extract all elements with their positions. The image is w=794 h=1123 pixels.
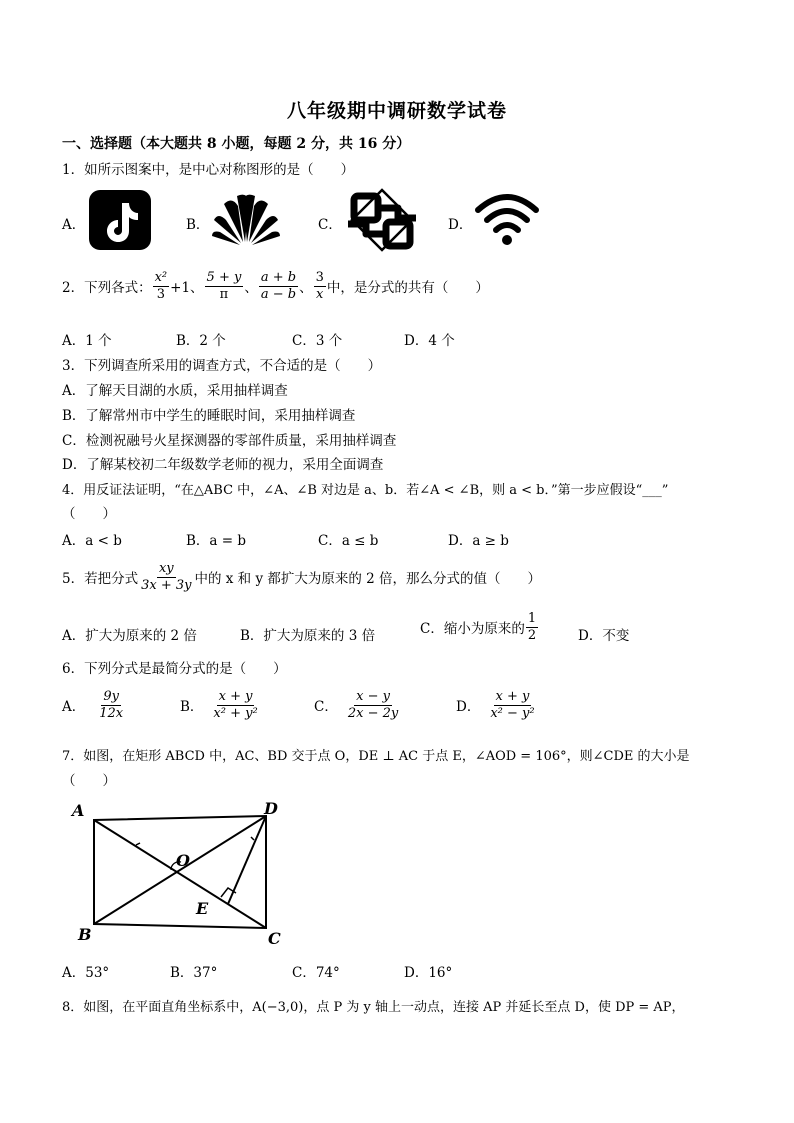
tiktok-logo-icon <box>88 189 152 255</box>
q2-option-b: B．2 个 <box>176 333 226 349</box>
q6-option-d <box>456 690 538 720</box>
q1-label-a: A． <box>62 217 86 233</box>
figure-label-b: B <box>78 925 92 944</box>
q6-fraction-c <box>346 690 400 720</box>
q2-f3-den: a − b <box>260 286 297 302</box>
q6-option-c <box>314 690 401 720</box>
q5-stem <box>62 562 541 592</box>
q2-suffix: 中，是分式的共有（ ） <box>326 280 489 297</box>
q6-a-num: 9y <box>103 689 119 704</box>
q2-prefix: 2．下列各式： <box>62 280 152 297</box>
q5-fraction <box>139 562 193 592</box>
q6-fraction-d <box>488 690 536 720</box>
q2-sep-1: 、 <box>244 280 258 297</box>
q8-line1: 8．如图，在平面直角坐标系中，A(−3,0)，点 P 为 y 轴上一动点，连接 AP 并延长至点 D，使 DP = AP， <box>62 1000 685 1015</box>
q2-stem <box>62 271 489 301</box>
q4-option-c: C．a ≤ b <box>318 533 379 549</box>
q5-den: 3x + 3y <box>141 577 192 593</box>
figure-label-c: C <box>268 929 281 948</box>
q6-fraction-a <box>97 690 125 720</box>
q6-label-c: C． <box>314 699 338 716</box>
q6-c-num: x − y <box>356 689 390 704</box>
rectangle-figure <box>66 796 296 956</box>
q5-optc-den: 2 <box>527 627 537 643</box>
q4-option-b: B．a = b <box>186 533 247 549</box>
huawei-logo-icon <box>210 192 282 250</box>
q5-option-c-fraction <box>526 612 538 642</box>
q2-f1-den: 3 <box>156 286 165 302</box>
q6-option-b <box>180 690 261 720</box>
q5-option-d: D．不变 <box>578 628 630 644</box>
q2-f3-num: a + b <box>260 270 297 285</box>
q2-option-a: A．1 个 <box>62 333 112 349</box>
q6-fraction-b <box>211 690 259 720</box>
q4-line2: （ ） <box>62 506 116 522</box>
q6-stem: 6．下列分式是最简分式的是（ ） <box>62 661 287 677</box>
q7-option-c: C．74° <box>292 965 340 981</box>
q2-fraction-3 <box>259 271 298 301</box>
q2-fraction-1 <box>153 271 170 301</box>
q2-f1-num: x² <box>154 270 168 285</box>
q2-f2-den: π <box>219 286 229 302</box>
figure-label-e: E <box>196 899 209 918</box>
q3-stem: 3．下列调查所采用的调查方式，不合适的是（ ） <box>62 358 382 374</box>
q7-option-b: B．37° <box>170 965 218 981</box>
wifi-icon <box>474 190 540 252</box>
q3-option-a: A．了解天目湖的水质，采用抽样调查 <box>62 383 288 399</box>
q1-label-b: B． <box>186 217 210 233</box>
q2-fraction-4 <box>314 271 326 301</box>
page-title: 八年级期中调研数学试卷 <box>286 100 507 122</box>
q5-option-c-text: C．缩小为原来的 <box>420 621 525 638</box>
section-heading: 一、选择题（本大题共 8 小题，每题 2 分，共 16 分） <box>62 136 411 152</box>
q2-sep-2: 、 <box>299 280 313 297</box>
q1-stem: 1．如所示图案中，是中心对称图形的是（ ） <box>62 162 355 178</box>
q4-option-a: A．a < b <box>62 533 122 549</box>
q5-suffix: 中的 x 和 y 都扩大为原来的 2 倍，那么分式的值（ ） <box>194 571 542 588</box>
q5-optc-num: 1 <box>527 611 537 626</box>
figure-label-o: O <box>176 851 190 870</box>
q3-option-d: D．了解某校初二年级数学老师的视力，采用全面调查 <box>62 457 384 473</box>
q3-option-c: C．检测祝融号火星探测器的零部件质量，采用抽样调查 <box>62 433 397 449</box>
q6-label-b: B． <box>180 699 204 716</box>
q4-option-d: D．a ≥ b <box>448 533 509 549</box>
q7-line1: 7．如图，在矩形 ABCD 中，AC、BD 交于点 O，DE ⊥ AC 于点 E，∠AOD = 106°，则∠CDE 的大小是 <box>62 749 690 764</box>
q2-fraction-2 <box>205 271 244 301</box>
q5-option-b: B．扩大为原来的 3 倍 <box>240 628 376 644</box>
q7-option-d: D．16° <box>404 965 453 981</box>
q2-f4-num: 3 <box>315 270 324 285</box>
q2-f1-tail: +1、 <box>170 280 204 297</box>
q6-option-a <box>62 690 126 720</box>
q6-a-den: 12x <box>99 705 124 721</box>
q2-option-c: C．3 个 <box>292 333 343 349</box>
q6-b-num: x + y <box>218 689 253 704</box>
q3-option-b: B．了解常州市中学生的睡眠时间，采用抽样调查 <box>62 408 356 424</box>
q5-option-c <box>420 612 539 642</box>
q5-option-a: A．扩大为原来的 2 倍 <box>62 628 197 644</box>
q1-label-c: C． <box>318 217 342 233</box>
q6-label-d: D． <box>456 699 481 716</box>
q1-label-d: D． <box>448 217 473 233</box>
q6-c-den: 2x − 2y <box>347 705 399 721</box>
q6-d-num: x + y <box>495 689 530 704</box>
q7-option-a: A．53° <box>62 965 110 981</box>
q5-prefix: 5．若把分式 <box>62 571 139 588</box>
q5-num: xy <box>158 561 174 576</box>
figure-label-d: D <box>264 799 278 818</box>
q6-label-a: A． <box>62 699 86 716</box>
q4-line1: 4．用反证法证明，“在△ABC 中，∠A、∠B 对边是 a、b．若∠A < ∠B，则 a < b．”第一步应假设“___” <box>62 483 669 498</box>
q2-f2-num: 5 + y <box>206 270 242 285</box>
q2-f4-den: x <box>316 286 324 302</box>
q6-b-den: x² + y² <box>213 705 258 721</box>
figure-label-a: A <box>72 801 85 820</box>
q7-line2: （ ） <box>62 773 116 789</box>
q2-option-d: D．4 个 <box>404 333 455 349</box>
knot-logo-icon <box>344 186 420 260</box>
q6-d-den: x² − y² <box>490 705 535 721</box>
